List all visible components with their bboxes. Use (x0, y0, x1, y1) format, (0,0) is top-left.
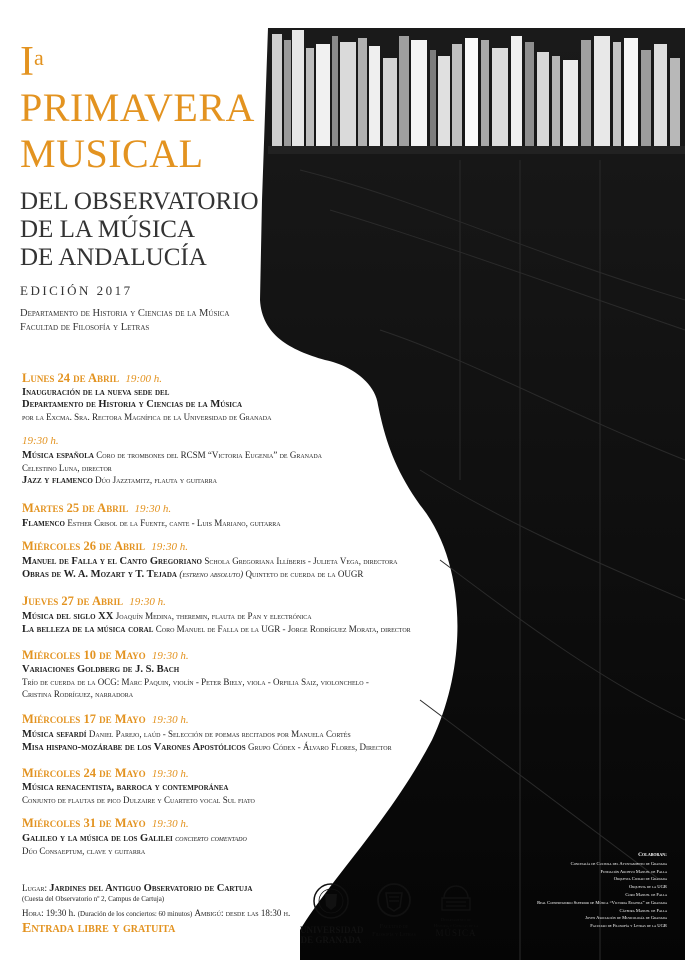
program-date: Miércoles 10 de Mayo 19:30 h. (22, 648, 189, 662)
organizer-department: Departamento de Historia y Ciencias de la Música (20, 308, 230, 319)
program-date: Lunes 24 de Abril 19:00 h. (22, 371, 162, 385)
program-block-1 (22, 370, 271, 423)
program-line: Variaciones Goldberg de J. S. Bach (22, 664, 180, 675)
program-line: Manuel de Falla y el Canto Gregoriano Schola Gregoriana Illíberis - Julieta Vega, directora (22, 556, 398, 567)
ugr-seal-icon (311, 882, 351, 920)
program-block-6 (22, 647, 369, 700)
free-entry-label: Entrada libre y gratuita (22, 921, 176, 936)
program-line: Dúo Consaeptum, clave y guitarra (22, 846, 146, 856)
ordinal-superscript: a (34, 45, 44, 70)
collaborator-item: Facultad de Filosofía y Letras de la UGR (590, 923, 667, 929)
music-dept-name-3: MÚSICA (435, 928, 477, 938)
collaborators (427, 852, 667, 930)
program-block-4 (22, 538, 397, 581)
program-line: Inauguración de la nueva sede del (22, 387, 170, 398)
program-block-3 (22, 500, 281, 530)
program-date: 19:30 h. (22, 435, 59, 447)
collaborator-item: Cátedra Manuel de Falla (619, 907, 667, 913)
edition-label: EDICIÓN 2017 (20, 283, 133, 298)
subtitle-line-2: DE LA MÚSICA (20, 216, 196, 243)
program-line: Misa hispano-mozárabe de los Varones Apostólicos Grupo Códex - Álvaro Flores, Director (22, 742, 392, 753)
program-line: La belleza de la música coral Coro Manuel de Falla de la UGR - Jorge Rodríguez Morata, director (22, 624, 411, 635)
program-line: Flamenco Esther Crisol de la Fuente, cante - Luis Mariano, guitarra (22, 518, 281, 529)
collaborator-item: Fundación Archivo Manuel de Falla (600, 868, 667, 874)
program-line: Trío de cuerda de la OCG: Marc Paquin, violín - Peter Biely, viola - Orfilia Saiz, violonchelo - (22, 677, 369, 687)
music-dept-name-1: Departamento de (441, 917, 471, 922)
program-block-8 (22, 765, 255, 806)
venue-info (22, 883, 290, 920)
collaborator-item: Real Conservatorio Superior de Música “Victoria Eugenia” de Granada (537, 899, 667, 905)
faculty-name-2: Filosofía y Letras (372, 932, 416, 938)
venue-address: (Cuesta del Observatorio nº 2, Campus de Cartuja) (22, 895, 165, 903)
program-line: por la Excma. Sra. Rectora Magnífica de la Universidad de Granada (22, 412, 272, 422)
faculty-name-1: Facultad de (379, 924, 409, 930)
edition-ordinal: $I^a$ (20, 39, 44, 85)
program-block-2 (22, 432, 322, 487)
program-line: Jazz y flamenco Dúo Jazztamitz, flauta y guitarra (22, 475, 217, 486)
subtitle-line-3: DE ANDALUCÍA (20, 244, 207, 271)
piano-silhouette (260, 28, 685, 960)
collaborator-item: Joven Asociación de Musicología de Granada (585, 915, 667, 921)
program-line: Departamento de Historia y Ciencias de la Música (22, 399, 243, 410)
collaborators-title: Colaboran: (638, 852, 667, 858)
program-date: Miércoles 26 de Abril 19:30 h. (22, 539, 188, 553)
ugr-name-1: UNIVERSIDAD (300, 925, 364, 935)
bookshelf (272, 30, 680, 146)
program-date: Miércoles 17 de Mayo 19:30 h. (22, 712, 189, 726)
faculty-logo (366, 882, 422, 939)
program-line: Música sefardí Daniel Parejo, laúd - Selección de poemas recitados por Manuela Cortés (22, 729, 351, 740)
collaborator-item: Orquesta Ciudad de Granada (613, 876, 667, 882)
ugr-logo (300, 882, 362, 945)
organizer-faculty: Facultad de Filosofía y Letras (20, 322, 150, 333)
subtitle-line-1: DEL OBSERVATORIO (20, 188, 259, 215)
program-block-7 (22, 711, 392, 754)
program-block-5 (22, 593, 411, 636)
ugr-name-2: DE GRANADA (300, 935, 362, 945)
program-line: Música renacentista, barroca y contemporánea (22, 782, 229, 793)
program-line: Música española Coro de trombones del RCSM “Victoria Eugenia” de Granada (22, 450, 323, 461)
program-line: Cristina Rodríguez, narradora (22, 689, 134, 699)
faculty-seal-icon (376, 882, 412, 918)
title-primavera: PRIMAVERA (20, 85, 255, 130)
program-line: Música del siglo XX Joaquín Medina, theremin, flauta de Pan y electrónica (22, 611, 312, 622)
program-line: Celestino Luna, director (22, 463, 112, 473)
program-block-9 (22, 815, 247, 857)
program-date: Miércoles 31 de Mayo 19:30 h. (22, 816, 189, 830)
title-musical: MUSICAL (20, 131, 204, 176)
organizer (20, 307, 229, 335)
music-dept-name-2: Historia y Ciencias de la (433, 922, 479, 928)
time-line: Hora: 19:30 h. (Duración de los conciertos: 60 minutos) Ambigú: desde las 18:30 h. (22, 908, 291, 918)
program-line: Galileo y la música de los Galilei concierto comentado (22, 833, 247, 844)
program-date: Martes 25 de Abril 19:30 h. (22, 501, 172, 515)
program-date: Jueves 27 de Abril 19:30 h. (22, 594, 166, 608)
program-date: Miércoles 24 de Mayo 19:30 h. (22, 766, 189, 780)
collaborator-item: Orquesta de la UGR (628, 884, 667, 890)
venue-line: Lugar: Jardines del Antiguo Observatorio de Cartuja (22, 883, 253, 894)
collaborator-item: Concejalía de Cultura del Ayuntamiento de Granada (570, 860, 667, 866)
collaborator-item: Coro Manuel de Falla (625, 891, 667, 897)
program-line: Conjunto de flautas de pico Dulzaire y Cuarteto vocal Sul fiato (22, 795, 255, 805)
program-line: Obras de W. A. Mozart y T. Tejada (estreno absoluto) Quinteto de cuerda de la OUGR (22, 569, 364, 580)
